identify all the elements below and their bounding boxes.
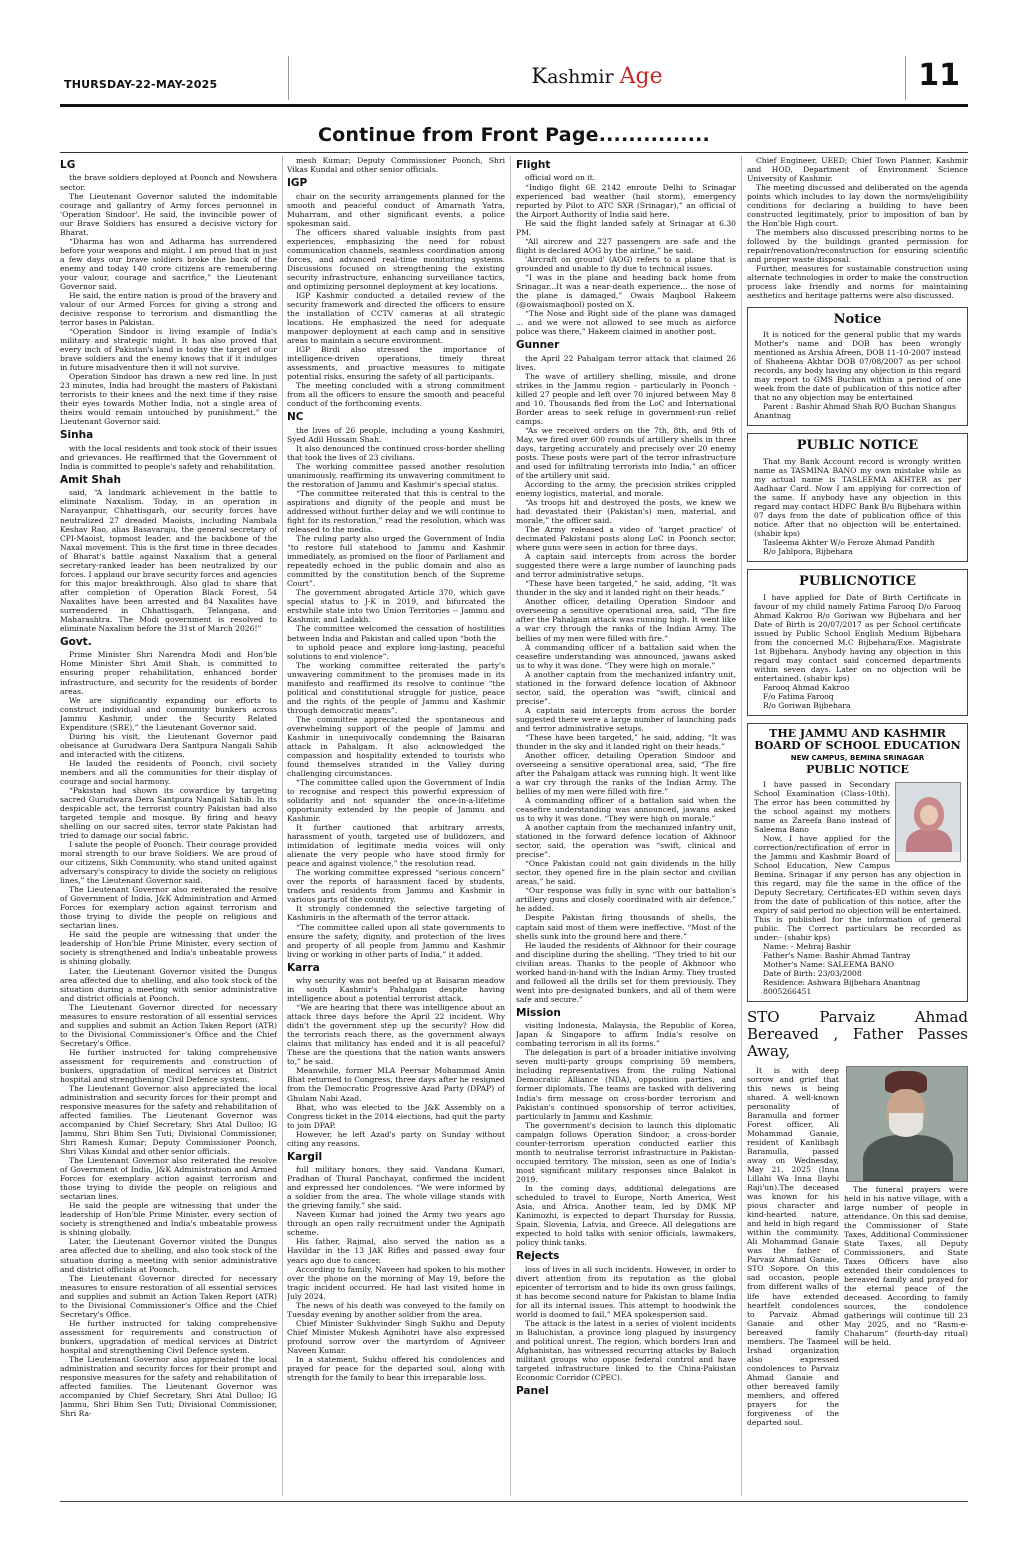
column-1	[60, 156, 277, 1496]
applicant-name: Name: - Mehraj Bashir	[763, 942, 851, 952]
applicant-phone: 8005266451	[763, 987, 812, 997]
obituary-body-right: The funeral prayers were held in his native village, with a large number of people in attendance. On this sad demise, the Commissioner of State Taxes, Additional Commissioner State Taxes, all Deputy Commissioners, and State Taxes Officers have also extended their condolences to bereaved family and prayed for the eternal peace of the deceased. According to family sources, the condolence gatherings will continue till 23 May 2025, and no “Rasm-e-Chaharum” (fourth-day ritual) will be held.	[844, 1184, 968, 1348]
column-4	[747, 156, 968, 1496]
column-3	[516, 156, 736, 1496]
story-heading-lg: LG	[60, 159, 76, 171]
paragraph: IGP Kashmir conducted a detailed review of the security framework and directed the officers to ensure the installation of CCTV cameras at all strategic locations. He emphasized the need for adequate manpower deployment at each camp and in sensitive areas to maintain a secure environment.	[287, 290, 505, 346]
paragraph: The meeting discussed and deliberated on the agenda points which includes to lay down the norms/eligibility conditions for declaring a building to have been constructed legitimately, prior to imposition of ban by the Hon'ble High court.	[747, 183, 968, 229]
paragraph: “Dharma has won and Adharma has surrendered before your weapons and might. I am proud that in just a few days our brave soldiers broke the back of the enemy and today 140 crore citizens are remembering your valour, courage and sacrifice,” the Lieutenant Governor said.	[60, 236, 277, 291]
logo-box	[288, 56, 906, 100]
applicant-photo	[895, 782, 961, 862]
issue-date: THURSDAY-22-MAY-2025	[64, 78, 218, 91]
notice-body: That my Bank Account record is wrongly written name as TASMINA BANO my own mistake while as my actual name is TASLEEMA AKHTER as per Aadhaar Card. Now I am applying for correction of the same. If anybody have any objection in this regard may contact HDFC Bank B/u Bijbehara within 07 days from the date of publication office of this notice. After that no objection will be entertained. (shabir kps)	[754, 456, 961, 538]
paragraph: We are significantly expanding our efforts to construct individual and community bunkers across Jammu Kashmir, under the Security Related Expenditure (SRE),” the Lieutenant Governor said.	[60, 695, 277, 732]
paragraph: The committee welcomed the cessation of hostilities between India and Pakistan and called upon “both the	[287, 624, 505, 643]
logo-age: Age	[619, 64, 663, 89]
paragraph: visiting Indonesia, Malaysia, the Republic of Korea, Japan & Singapore to affirm India's resolve on combating terrorism in all its forms.”	[516, 1021, 736, 1049]
paragraph: The committee appreciated the spontaneous and overwhelming support of the people of Jammu and Kashmir in unequivocally condemning the Baisaran attack in Pahalgam. It also acknowledged the compassion and hospitality extended to tourists who found themselves stranded in the Valley during challenging circumstances.	[287, 714, 505, 778]
paragraph: A commanding officer of a battalion said when the ceasefire understanding was announced, jawans asked us to why it was done. “They were high on morale.”	[516, 642, 736, 670]
paragraph: It strongly condemned the selective targeting of Kashmiris in the aftermath of the terror attack.	[287, 904, 505, 923]
paragraph: It further cautioned that arbitrary arrests, harassment of youth, targeted use of bulldozers, and intimidation of legitimate media voices will only alienate the very people who have stood firmly for peace and against violence,” the resolution read.	[287, 823, 505, 869]
paragraph: His father, Rajmal, also served the nation as a Havildar in the 13 JAK Rifles and passed away four years ago due to cancer.	[287, 1237, 505, 1265]
board-name: THE JAMMU AND KASHMIR	[769, 726, 946, 740]
paragraph: loss of lives in all such incidents. However, in order to divert attention from its reputation as the global epicenter of terrorism and to hide its own gross failings, it has become second nature for Pakistan to blame India for all its internal issues. This attempt to hoodwink the world is doomed to fail,” MEA spokesperson said.	[516, 1264, 736, 1319]
paragraph: He further instructed for taking comprehensive assessment for requirements and construction of bunkers, upgradation of medical services at District hospital and strengthening Civil Defence system.	[60, 1047, 277, 1084]
story-heading-rejects: Rejects	[516, 1250, 560, 1263]
paragraph: Despite Pakistan firing thousands of shells, the captain said most of them were ineffective. “Most of the shells sunk into the ground here and there.”	[516, 913, 736, 941]
paragraph: The news of his death was conveyed to the family on Tuesday evening by another soldier from the area.	[287, 1300, 505, 1319]
paragraph: The working committee passed another resolution unanimously, reaffirming its unwavering commitment to the restoration of Jammu and Kashmir's special status.	[287, 461, 505, 489]
paragraph: He further instructed for taking comprehensive assessment for requirements and construction of bunkers, upgradation of medical services at District hospital and strengthening Civil Defence system.	[60, 1318, 277, 1355]
paragraph: The working committee reiterated the party's unwavering commitment to the promises made in its manifesto and reaffirmed its resolve to continue “the political and constitutional struggle for justice, peace and the rights of the people of Jammu and Kashmir through democratic means”.	[287, 660, 505, 715]
newspaper-logo	[531, 64, 662, 89]
paragraph: the April 22 Pahalgam terror attack that claimed 26 lives.	[516, 353, 736, 372]
paragraph: Later, the Lieutenant Governor visited the Dungus area affected due to shelling, and also took stock of the situation during a meeting with senior administrative and district officials at Poonch.	[60, 966, 277, 1003]
paragraph: Another officer, detailing Operation Sindoor and overseeing a sensitive operational area, said, “The fire after the Pahalgam attack was running high. It went like a war cry through the ranks of the Indian Army. The bellies of my men were filled with fire.”	[516, 597, 736, 643]
paragraph: He lauded the residents of Akhnoor for their courage and discipline during the shelling. “They tried to hit our civilian areas. Thanks to the people of Akhnoor who worked hand-in-hand with the Indian Army. They trusted and followed all the drills set for them previously. They went into pre-designated bunkers, and all of them were safe and secure.”	[516, 940, 736, 1004]
paragraph: Later, the Lieutenant Governor visited the Dungus area affected due to shelling, and also took stock of the situation during a meeting with senior administrative and district officials at Poonch.	[60, 1237, 277, 1274]
paragraph: “Our response was fully in sync with our battalion's artillery guns and closely coordinated with air defence,” he added.	[516, 886, 736, 914]
paragraph: Bhat, who was elected to the J&K Assembly on a Congress ticket in the 2014 elections, had quit the party to join DPAP.	[287, 1102, 505, 1130]
section-title: Continue from Front Page...............	[318, 124, 710, 146]
applicant-father: Father's Name: Bashir Ahmad Tantray	[763, 951, 911, 961]
paragraph: The delegation is part of a broader initiative involving seven multi-party groups comprising 59 members, including representatives from the ruling National Democratic Alliance (NDA), opposition parties, and former diplomats. The teams are tasked with delivering India's firm message on cross-border terrorism and Pakistan's continued sponsorship of terror activities, particularly in Jammu and Kashmir.	[516, 1048, 736, 1121]
story-flight	[516, 173, 736, 336]
story-govt	[60, 650, 277, 1418]
paragraph: The officers shared valuable insights from past experiences, emphasizing the need for robust communication channels, seamless coordination among forces, and advanced real-time monitoring systems. Discussions focused on strengthening the existing security infrastructure, enhancing surveillance tactics, and optimizing personnel deployment at key locations.	[287, 227, 505, 291]
page-number: 11	[918, 58, 960, 93]
story-heading-govt: Govt.	[60, 635, 92, 648]
notice-jkbose	[747, 723, 968, 1002]
story-heading-flight: Flight	[516, 159, 551, 171]
story-lead	[287, 156, 505, 174]
paragraph: Chief Minister Sukhvinder Singh Sukhu and Deputy Chief Minister Mukesh Agnihotri have also expressed profound sorrow over the martyrdom of Agniveer Naveen Kumar.	[287, 1318, 505, 1355]
notice-body: I have applied for Date of Birth Certificate in favour of my child namely Fatima Farooq D/o Farooq Ahmad Kakroo R/o Goriwan ww Bijbehara and her Date of Birth is 20/07/2017 as per School certificate issued by Public School English Medium Bijbehara from the concerned M.C Bijbehara/Exe. Magistrate 1st Bijbehara. Anybody having any objection in this regard may contact said concerned departments within seven days. Later on no objection will be entertained. (shabir kps)	[754, 592, 961, 683]
story-heading-mission: Mission	[516, 1006, 561, 1019]
story-heading-karra: Karra	[287, 961, 320, 974]
story-heading-amit-shah: Amit Shah	[60, 473, 121, 486]
paragraph: The Lieutenant Governor also appreciated the local administration and security forces for their prompt and responsive measures for the safety and rehabilitation of affected families. The Lieutenant Governor was accompanied by Chief Secretary, Shri Atal Dulloo; IG Jammu, Shri Bhim Sen Tuti; Divisional Commissioner, Shri Ramesh Kumar; Deputy Commissioner Poonch, Shri Vikas Kundal and other senior officials.	[60, 1083, 277, 1157]
paragraph: “As we received orders on the 7th, 8th, and 9th of May, we fired over 600 rounds of artillery shells in three days, targeting accurately and precisely over 20 enemy posts. These posts were part of the terror infrastructure and used for infiltrating terrorists into India,” an officer of the artillery unit said.	[516, 425, 736, 480]
paragraph: “These have been targeted,” he said, adding, “It was thunder in the sky and it landed right on their heads.”	[516, 732, 736, 751]
paragraph: “Indigo flight 6E 2142 enroute Delhi to Srinagar experienced bad weather (hail storm), emergency reported by Pilot to ATC SXR (Srinagar),” an official of the Airport Authority of India said here.	[516, 182, 736, 219]
title-rule	[60, 152, 968, 153]
paragraph: The members also discussed prescribing norms to be followed by the buildings granted permission for repair/renovation/reconstruction for ensuring scientific and proper waste disposal.	[747, 228, 968, 265]
obituary	[747, 1008, 968, 1427]
board-name-line2: BOARD OF SCHOOL EDUCATION	[754, 739, 961, 753]
column-divider	[741, 156, 742, 1496]
paragraph: “I was in the plane and heading back home from Srinagar...It was a near-death experience... the nose of the plane is damaged,” Owais Maqbool Hakeem (@owaismaqbool) posted on X.	[516, 272, 736, 309]
story-karra	[287, 976, 505, 1148]
column-divider	[510, 156, 511, 1496]
applicant-dob: Date of Birth: 23/03/2008	[763, 969, 862, 979]
paragraph: full military honors, they said. Vandana Kumari, Pradhan of Thural Panchayat, confirmed the incident and expressed her condolences. “We were informed by a soldier from the area. The whole village stands with the grieving family,” she said.	[287, 1165, 505, 1211]
paragraph: He said the people are witnessing that under the leadership of Hon'ble Prime Minister, every section of society is strengthened and India's unbeatable prowess is shining globally.	[60, 930, 277, 967]
paragraph: A commanding officer of a battalion said when the ceasefire understanding was announced, jawans asked us to why it was done. “They were high on morale.”	[516, 796, 736, 824]
story-sinha	[60, 444, 277, 471]
notice-heading: PUBLICNOTICE	[799, 574, 916, 590]
paragraph: said, “A landmark achievement in the battle to eliminate Naxalism. Today, in an operation in Narayanpur, Chhattisgarh, our security forces have neutralized 27 dreaded Maoists, including Nambala Keshav Rao, alias Basavaraju, the general secretary of CPI-Maoist, topmost leader, and the backbone of the Naxal movement. This is the first time in three decades of Bharat's battle against Naxalism that a general secretary-ranked leader has been neutralized by our forces. I applaud our brave security forces and agencies for this major breakthrough. Also glad to share that after completion of Operation Black Forest, 54 Naxalites have been arrested and 84 Naxalites have surrendered in Chhattisgarh, Telangana, and Maharashtra. The Modi government is resolved to eliminate Naxalism before the 31st of March 2026!”	[60, 488, 277, 633]
paragraph: The Lieutenant Governor directed for necessary measures to ensure restoration of all essential services and supplies and submit an Action Taken Report (ATR) to the Divisional Commissioner's Office and the Chief Secretary's Office.	[60, 1273, 277, 1319]
notice-signature: R/o Jablpora, Bijbehara	[763, 547, 853, 557]
paragraph: the lives of 26 people, including a young Kashmiri, Syed Adil Hussain Shah.	[287, 425, 505, 444]
paragraph: Meanwhile, former MLA Peersar Mohammad Amin Bhat returned to Congress, three days after he resigned from the Democratic Progressive Azad Party (DPAP) of Ghulam Nabi Azad.	[287, 1066, 505, 1103]
story-heading-nc: NC	[287, 411, 304, 424]
paragraph: The Lieutenant Governor directed for necessary measures to ensure restoration of all essential services and supplies and submit an Action Taken Report (ATR) to the Divisional Commissioner's Office and the Chief Secretary's Office.	[60, 1002, 277, 1048]
masthead	[60, 56, 968, 104]
paragraph: The Lieutenant Governor also reiterated the resolve of Government of India, J&K Administration and Armed Forces for exemplary action against terrorism and those trying to divide the people on religious and sectarian lines.	[60, 885, 277, 931]
paragraph: He said the people are witnessing that under the leadership of Hon'ble Prime Minister, every section of society is strengthened and India's unbeatable prowess is shining globally.	[60, 1201, 277, 1238]
paragraph: why security was not beefed up at Baisaran meadow in south Kashmir's Pahalgam despite having intelligence about a potential terrorist attack.	[287, 976, 505, 1004]
story-panel	[747, 156, 968, 301]
paragraph: “As troops hit and destroyed the posts, we knew we had devastated their (Pakistan's) men, material, and morale,” the officer said.	[516, 498, 736, 526]
paragraph: “All aircrew and 227 passengers are safe and the flight is declared AOG by the airline,” he said.	[516, 236, 736, 255]
paragraph: “The Nose and Right side of the plane was damaged ... and we were not allowed to see much as airforce police was there,” Hakeem claimed in another post.	[516, 308, 736, 337]
footer-rule	[60, 1501, 968, 1502]
paragraph: The ruling party also urged the Government of India “to restore full statehood to Jammu and Kashmir immediately, as promised on the floor of Parliament and repeatedly echoed in the public domain and also as committed by the constitution bench of the Supreme Court”.	[287, 534, 505, 589]
paragraph: 'Aircraft on ground' (AOG) refers to a plane that is grounded and unable to fly due to technical issues.	[516, 254, 736, 273]
paragraph: The government abrogated Article 370, which gave special status to J-K in 2019, and bifurcated the erstwhile state into two Union Territories -- Jammu and Kashmir, and Ladakh.	[287, 588, 505, 625]
obituary-title: STO Parvaiz Ahmad Bereaved , Father Passes Away,	[747, 1008, 968, 1060]
notice-heading: Notice	[833, 311, 882, 327]
paragraph: to uphold peace and explore long-lasting, peaceful solutions to end violence”.	[287, 642, 505, 661]
story-lg	[60, 173, 277, 426]
paragraph: The working committee expressed “serious concern” over the reports of harassment faced by students, traders and residents from Jammu and Kashmir in various parts of the country.	[287, 868, 505, 905]
header-rule	[60, 104, 968, 107]
paragraph: During his visit, the Lieutenant Governor paid obeisance at Gurudwara Dera Santpura Nangali Sahib and interacted with the citizens.	[60, 731, 277, 759]
notice-birth-certificate	[747, 569, 968, 716]
logo-k: K	[531, 64, 548, 88]
paragraph: Operation Sindoor has drawn a new red line. In just 23 minutes, India had brought the masters of Pakistani terrorists to their knees and the next time if they raise their eyes towards Mother India, not a single area of theirs would remain untouched by punishment,” the Lieutenant Governor said.	[60, 372, 277, 427]
paragraph: Chief Engineer, UEED; Chief Town Planner, Kashmir and HOD, Department of Environment Science University of Kashmir.	[747, 156, 968, 184]
obituary-text-left	[747, 1066, 839, 1427]
notice-body: I have passed in Secondary School Examination (Class-10th). The error has been committed by the school against my mothers name as Zareefa Bano instead of Saleema Bano	[754, 779, 890, 834]
paragraph: A captain said intercepts from across the border suggested there were a large number of launching pads and terror administrative setups.	[516, 552, 736, 580]
notice-body: It is noticed for the general public that my wards Mother's name and DOB has been wrongly mentioned as Arshia Afreen, DOB 11-10-2007 instead of Shaheena Akhtar DOB 07/08/2007 as per school records, any body having any objection in this regard may report to GMS Buchan within a period of one week from the date of publication of this notice after that no any objection may be entertained	[754, 329, 961, 403]
paragraph: “The committee called upon all state governments to ensure the safety, dignity, and protection of the lives and property of all people from Jammu and Kashmir living or working in other parts of India,” it added.	[287, 922, 505, 959]
notice-signature: Parent : Bashir Ahmad Shah R/O Buchan Shangus Anantnag	[754, 402, 956, 421]
board-address: NEW CAMPUS, BEMINA SRINAGAR	[790, 754, 925, 763]
column-2	[287, 156, 505, 1496]
paragraph: It also denounced the continued cross-border shelling that took the lives of 23 civilians.	[287, 443, 505, 462]
deceased-photo	[846, 1066, 968, 1182]
story-gunner	[516, 354, 736, 1004]
notice-signature: R/o Goriwan Bijbehara	[763, 700, 851, 710]
paragraph: Prime Minister Shri Narendra Modi and Hon'ble Home Minister Shri Amit Shah, is committed to ensuring proper rehabilitation, enhanced border infrastructure, and security for the residents of border areas.	[60, 650, 277, 696]
paragraph: Further, measures for sustainable construction using alternate technologies in order to make the construction process lake friendly and norms for maintaining aesthetics and heritage patterns were also discussed.	[747, 264, 968, 301]
paragraph: A captain said intercepts from across the border suggested there were a large number of launching pads and terror administrative setups.	[516, 705, 736, 733]
paragraph: I salute the people of Poonch. Their courage provided moral strength to our brave Soldiers. We are proud of our citizens, Sikh Community, who stand united against adversary's conspiracy to divide the society on religious lines,” the Lieutenant Governor said.	[60, 840, 277, 886]
paragraph: The Army released a video of 'target practice' of decimated Pakistani posts along LoC in Poonch sector, where guns were seen in action for three days.	[516, 525, 736, 553]
story-nc	[287, 426, 505, 959]
notice-bank-account	[747, 433, 968, 562]
paragraph: The wave of artillery shelling, missile, and drone strikes in the Jammu region - particularly in Poonch - killed 27 people and left over 70 injured between May 8 and 10. Thousands fled from the LoC and International Border areas to seek refuge in government-run relief camps.	[516, 371, 736, 426]
notice-heading: PUBLIC NOTICE	[796, 438, 919, 454]
story-igp	[287, 192, 505, 409]
paragraph: In a statement, Sukhu offered his condolences and prayed for peace for the departed soul, along with strength for the family to bear this irreparable loss.	[287, 1354, 505, 1382]
paragraph: mesh Kumar; Deputy Commissioner Poonch, Shri Vikas Kundal and other senior officials.	[287, 156, 505, 175]
paragraph: with the local residents and took stock of their issues and grievances. He reaffirmed that the Government of India is committed to people's safety and rehabilitation.	[60, 443, 277, 471]
story-heading-sinha: Sinha	[60, 429, 94, 442]
paragraph: “Operation Sindoor is living example of India's military and strategic might. It has also proved that every inch of Pakistan's land is today the target of our brave soldiers and the enemy knows that if it indulges in future misadventure then it will not survive.	[60, 327, 277, 373]
paragraph: “The committee reiterated that this is central to the aspirations and dignity of the people and must be addressed without further delay and we will continue to fight for its restoration,” read the resolution, which was released to the media.	[287, 489, 505, 535]
paragraph: The Lieutenant Governor also appreciated the local administration and security forces for their prompt and responsive measures for the safety and rehabilitation of affected families. The Lieutenant Governor was accompanied by Chief Secretary, Shri Atal Dulloo; IG Jammu, Shri Bhim Sen Tuti; Divisional Commissioner, Shri Ra-	[60, 1354, 277, 1419]
notice-body: Now, I have applied for the correction/rectification of error in the Jammu and Kashmir Board of School Education, New Campus Bemina, Srinagar if any person has any objection in this regard, may file the same in the office of the Deputy Secretary, Certificates-ED within seven days from the date of publication of this notice, after the expiry of said period no objection will be entertained. This is published for the information of general public. The Correct particulars be recorded as under:- (shabir kps)	[754, 833, 961, 943]
paragraph: the brave soldiers deployed at Poonch and Nowshera sector.	[60, 173, 277, 192]
paragraph: The government's decision to launch this diplomatic campaign follows Operation Sindoor, a cross-border counter-terrorism operation conducted earlier this month to neutralise terrorist infrastructure in Pakistan-occupied territory. The mission, seen as one of India's most significant military responses since Balakot in 2019.	[516, 1120, 736, 1184]
paragraph: He lauded the residents of Poonch, civil society members and all the communities for their display of courage and social harmony.	[60, 758, 277, 786]
story-heading-gunner: Gunner	[516, 339, 560, 352]
notice-signature: Farooq Ahmad Kakroo	[763, 682, 850, 692]
paragraph: He said the flight landed safely at Srinagar at 6.30 PM.	[516, 218, 736, 237]
paragraph: IGP Birdi also stressed the importance of intelligence-driven operations, timely threat assessments, and proactive measures to mitigate potential risks, ensuring the safety of all participants.	[287, 345, 505, 382]
logo-ashmir: ashmir	[547, 66, 614, 88]
paragraph: chair on the security arrangements planned for the smooth and peaceful conduct of Amarnath Yatra, Muharram, and other significant events, a police spokesman said.	[287, 191, 505, 228]
notice-signature: F/o Fatima Farooq	[763, 691, 834, 701]
paragraph: However, he left Azad's party on Sunday without citing any reasons.	[287, 1129, 505, 1148]
paragraph: “Pakistan had shown its cowardice by targeting sacred Gurudwara Dera Santpura Nangali Sahib. In its despicable act, the terrorist country Pakistan had also targeted temple and mosque. By firing and heavy shelling on our sacred sites, terror state Pakistan had tried to damage our social fabric.	[60, 785, 277, 841]
paragraph: According to the army, the precision strikes crippled enemy logistics, material, and morale.	[516, 479, 736, 498]
notice-dob-correction	[747, 307, 968, 427]
obituary-body-left: It is with deep sorrow and grief that this news is being shared. A well-known personality of Baramulla and former Forest officer, Ali Mohammad Ganaie, resident of Kanlibagh Baramulla, passed away on Wednesday, May 21, 2025 (Inna Lillahi Wa Inna Ilayhi Raji'un).The deceased was known for his pious character and kind-hearted nature, and held in high regard within the community. Ali Mohammad Ganaie was the father of Parvaiz Ahmad Ganaie, STO Sopore. On this sad occasion, people from different walks of life have extended heartfelt condolences to Parvaiz Ahmad Ganaie and other bereaved family members. The Taameel Irshad organization also expressed condolences to Parvaiz Ahmad Ganaie and other bereaved family members, and offered prayers for the forgiveness of the departed soul.	[747, 1065, 839, 1427]
story-kargil	[287, 1165, 505, 1382]
paragraph: The attack is the latest in a series of violent incidents in Baluchistan, a province long plagued by insurgency and political unrest. The region, which borders Iran and Afghanistan, has witnessed recurring attacks by Baloch militant groups who oppose federal control and have targeted infrastructure linked to the China-Pakistan Economic Corridor (CPEC).	[516, 1318, 736, 1382]
applicant-mother: Mother's Name: SALEEMA BANO	[763, 960, 895, 970]
paragraph: The meeting concluded with a strong commitment from all the officers to ensure the smooth and peaceful conduct of the forthcoming events.	[287, 381, 505, 409]
story-heading-kargil: Kargil	[287, 1150, 323, 1163]
story-amit-shah	[60, 488, 277, 633]
paragraph: In the coming days, additional delegations are scheduled to travel to Europe, North America, West Asia, and Africa. Another team, led by DMK MP Kanimozhi, is expected to depart Thursday for Russia, Spain, Slovenia, Latvia, and Greece. All delegations are expected to hold talks with senior officials, lawmakers, policy think tanks.	[516, 1183, 736, 1248]
notice-signature: Tasleema Akhter W/o Feroze Ahmad Pandith	[763, 538, 935, 548]
paragraph: “These have been targeted,” he said, adding, “It was thunder in the sky and it landed right on their heads.”	[516, 579, 736, 598]
paragraph: A another captain from the mechanized infantry unit, stationed in the forward defence location of Akhnoor sector, said, the operation was “swift, clinical and precise”.	[516, 823, 736, 860]
paragraph: A another captain from the mechanized infantry unit, stationed in the forward defence location of Akhnoor sector, said, the operation was “swift, clinical and precise”.	[516, 669, 736, 706]
paragraph: official word on it.	[525, 173, 596, 183]
paragraph: Naveen Kumar had joined the Army two years ago through an open rally recruitment under the Agnipath scheme.	[287, 1210, 505, 1238]
story-mission	[516, 1021, 736, 1247]
story-heading-igp: IGP	[287, 177, 308, 190]
story-heading-panel: Panel	[516, 1384, 549, 1397]
paragraph: Another officer, detailing Operation Sindoor and overseeing a sensitive operational area, said, “The fire after the Pahalgam attack was running high. It went like a war cry through the ranks of the Indian Army. The bellies of my men were filled with fire.”	[516, 750, 736, 797]
paragraph: The Lieutenant Governor saluted the indomitable courage and gallantry of Army forces personnel in 'Operation Sindoor'. He said, the invincible power of our Brave Soldiers has ensured a decisive victory for Bharat.	[60, 191, 277, 237]
paragraph: He said, the entire nation is proud of the bravery and valour of our Armed Forces for giving a strong and decisive response to terrorism and dismantling the terror bases in Pakistan.	[60, 290, 277, 327]
column-divider	[282, 156, 283, 1496]
story-rejects	[516, 1265, 736, 1382]
paragraph: “Once Pakistan could not gain dividends in the hilly sector, they opened fire in the plain sector and civilian areas,” he said.	[516, 859, 736, 887]
notice-heading: PUBLIC NOTICE	[806, 763, 909, 777]
applicant-residence: Residence: Ashwara Bijbehara Anantnag	[763, 978, 921, 988]
paragraph: “The committee called upon the Government of India to recognise and respect this powerful expression of solidarity and not squander the once-in-a-lifetime opportunity extended by the people of Jammu and Kashmir.	[287, 778, 505, 824]
paragraph: The Lieutenant Governor also reiterated the resolve of Government of India, J&K Administration and Armed Forces for exemplary action against terrorism and those trying to divide the people on religious and sectarian lines.	[60, 1156, 277, 1202]
paragraph: According to family, Naveen had spoken to his mother over the phone on the morning of May 19, before the tragic incident occurred. He had last visited home in July 2024.	[287, 1264, 505, 1301]
paragraph: “We are hearing that there was intelligence about an attack three days before the April 22 incident. Why didn't the government step up the security? How did the terrorists reach there, as the government always claims that militancy has ended and it is all peaceful? These are the questions that the nation wants answers to,” he said.	[287, 1003, 505, 1067]
